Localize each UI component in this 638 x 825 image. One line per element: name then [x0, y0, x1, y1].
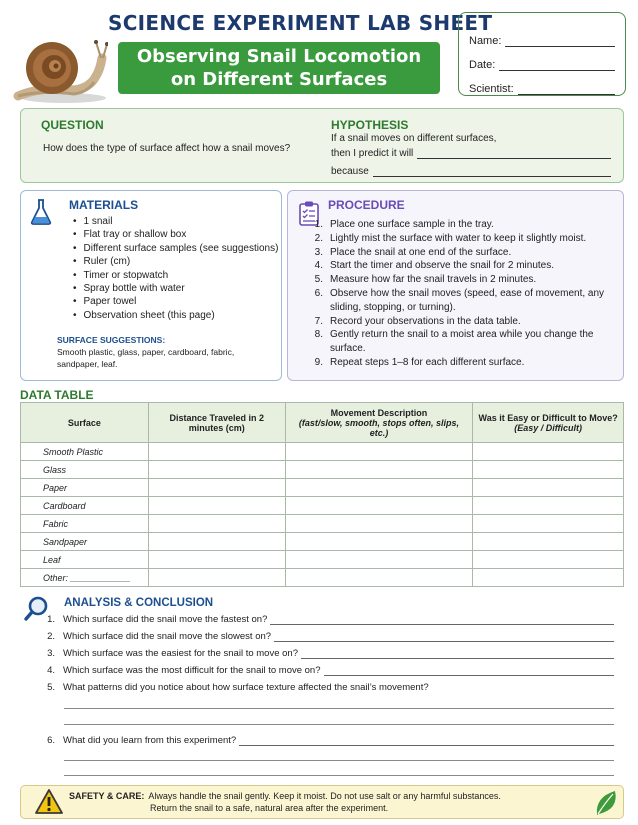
list-item: 8. Gently return the snail to a moist area while you change the surface.	[314, 329, 594, 355]
list-item: 6. Observe how the snail moves (speed, ease of movement, any sliding, stopping, or turning).	[314, 287, 605, 313]
hypothesis-predict-field[interactable]: then I predict it will	[331, 148, 611, 159]
hypothesis-line-1: If a snail moves on different surfaces,	[331, 133, 497, 144]
list-item: • Spray bottle with water	[73, 282, 278, 295]
scientist-field[interactable]: Scientist:	[469, 71, 615, 95]
analysis-question-2[interactable]: 2. Which surface did the snail move the slowest on?	[44, 631, 614, 642]
materials-list	[73, 215, 278, 322]
surface-suggestions-heading: SURFACE SUGGESTIONS:	[57, 335, 166, 345]
name-field[interactable]: Name:	[469, 23, 615, 47]
safety-text: SAFETY & CARE: Always handle the snail gently. Keep it moist. Do not use salt or any harmful substances. Return the snail to a safe, natural area after the experiment.	[69, 791, 501, 813]
list-item: 3. Place the snail at one end of the surface.	[314, 246, 512, 258]
flask-icon	[29, 198, 53, 226]
column-header-ease: Was it Easy or Difficult to Move? (Easy / Difficult)	[473, 403, 624, 443]
list-item: • Observation sheet (this page)	[73, 309, 278, 322]
list-item: 9. Repeat steps 1–8 for each different surface.	[314, 356, 525, 368]
column-header-surface: Surface	[21, 403, 149, 443]
table-row: Leaf	[21, 551, 624, 569]
analysis-question-3[interactable]: 3. Which surface was the easiest for the snail to move on?	[44, 648, 614, 659]
experiment-title-line2: on Different Surfaces	[170, 69, 388, 90]
snail-illustration	[12, 36, 108, 106]
safety-label: SAFETY & CARE:	[69, 791, 145, 801]
page-title: SCIENCE EXPERIMENT LAB SHEET	[108, 11, 493, 35]
question-hypothesis-box	[20, 108, 624, 183]
answer-line[interactable]	[64, 708, 614, 709]
procedure-heading: PROCEDURE	[328, 198, 405, 212]
answer-line[interactable]	[64, 775, 614, 776]
list-item: 4. Start the timer and observe the snail for 2 minutes.	[314, 260, 554, 272]
list-item: 2. Lightly mist the surface with water to keep it slightly moist.	[314, 232, 587, 244]
surface-suggestions-text: Smooth plastic, glass, paper, cardboard, fabric, sandpaper, leaf.	[57, 347, 235, 369]
table-row: Other: ____________	[21, 569, 624, 587]
analysis-question-1[interactable]: 1. Which surface did the snail move the fastest on?	[44, 614, 614, 625]
analysis-question-6[interactable]: 6. What did you learn from this experiment?	[44, 735, 614, 746]
table-row: Smooth Plastic	[21, 443, 624, 461]
safety-note	[20, 785, 624, 819]
list-item: • Timer or stopwatch	[73, 269, 278, 282]
list-item: • 1 snail	[73, 215, 278, 228]
data-table	[20, 402, 624, 587]
table-row: Fabric	[21, 515, 624, 533]
experiment-title-line1: Observing Snail Locomotion	[136, 46, 422, 67]
answer-line[interactable]	[64, 760, 614, 761]
table-row: Paper	[21, 479, 624, 497]
procedure-steps	[308, 218, 618, 370]
analysis-heading: ANALYSIS & CONCLUSION	[64, 597, 214, 609]
data-table-heading: DATA TABLE	[20, 388, 94, 402]
list-item: 1. Place one surface sample in the tray.	[314, 219, 494, 230]
question-heading: QUESTION	[41, 118, 104, 132]
analysis-question-5: 5. What patterns did you notice about how surface texture affected the snail’s movement?	[47, 682, 429, 693]
list-item: • Ruler (cm)	[73, 255, 278, 268]
hypothesis-because-field[interactable]: because	[331, 166, 611, 177]
column-header-movement: Movement Description (fast/slow, smooth, stops often, slips, etc.)	[285, 403, 473, 443]
table-row: Glass	[21, 461, 624, 479]
date-field[interactable]: Date:	[469, 47, 615, 71]
list-item: • Different surface samples (see suggestions)	[73, 242, 278, 255]
table-row: Cardboard	[21, 497, 624, 515]
list-item: • Paper towel	[73, 295, 278, 308]
materials-heading: MATERIALS	[69, 198, 139, 212]
answer-line[interactable]	[64, 724, 614, 725]
student-info-box	[458, 12, 626, 96]
leaf-icon	[593, 789, 619, 817]
procedure-box	[287, 190, 624, 381]
warning-icon	[35, 788, 63, 816]
list-item: • Flat tray or shallow box	[73, 228, 278, 241]
analysis-question-4[interactable]: 4. Which surface was the most difficult for the snail to move on?	[44, 665, 614, 676]
materials-box	[20, 190, 282, 381]
hypothesis-heading: HYPOTHESIS	[331, 118, 409, 132]
list-item: 7. Record your observations in the data table.	[314, 315, 521, 327]
column-header-distance: Distance Traveled in 2 minutes (cm)	[148, 403, 285, 443]
list-item: 5. Measure how far the snail travels in 2 minutes.	[314, 274, 537, 286]
question-text: How does the type of surface affect how a snail moves?	[43, 143, 291, 154]
table-row: Sandpaper	[21, 533, 624, 551]
experiment-title-banner	[118, 42, 440, 94]
